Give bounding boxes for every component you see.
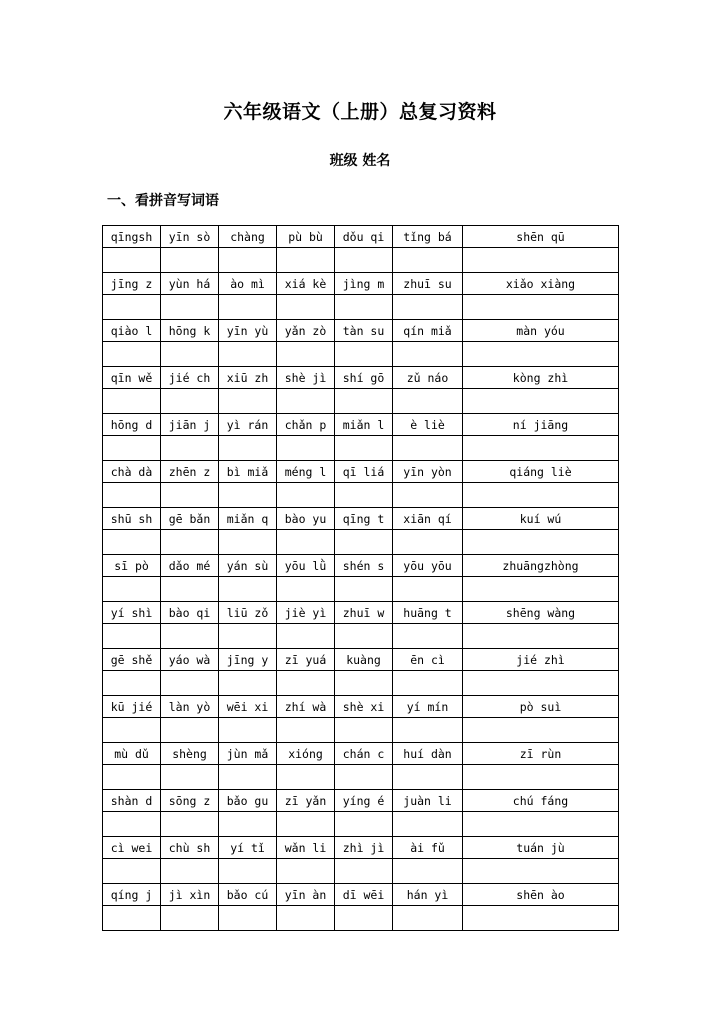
answer-cell[interactable]	[219, 906, 277, 931]
answer-cell[interactable]	[463, 248, 619, 273]
answer-cell[interactable]	[161, 906, 219, 931]
pinyin-cell: kuàng	[335, 649, 393, 671]
answer-cell[interactable]	[219, 342, 277, 367]
answer-cell[interactable]	[219, 671, 277, 696]
answer-cell[interactable]	[463, 671, 619, 696]
pinyin-cell: yáo wà	[161, 649, 219, 671]
pinyin-cell: pù bù	[277, 226, 335, 248]
answer-cell[interactable]	[103, 577, 161, 602]
pinyin-cell: tàn su	[335, 320, 393, 342]
pinyin-cell: zhēn z	[161, 461, 219, 483]
answer-cell[interactable]	[277, 248, 335, 273]
pinyin-cell: jiān j	[161, 414, 219, 436]
pinyin-row	[103, 696, 619, 718]
answer-cell[interactable]	[219, 436, 277, 461]
pinyin-cell: zhuī su	[393, 273, 463, 295]
pinyin-cell: yíng é	[335, 790, 393, 812]
answer-cell[interactable]	[161, 671, 219, 696]
answer-cell[interactable]	[393, 765, 463, 790]
answer-cell[interactable]	[103, 718, 161, 743]
pinyin-cell: yí mín	[393, 696, 463, 718]
pinyin-cell: jùn mǎ	[219, 743, 277, 765]
answer-cell[interactable]	[161, 295, 219, 320]
pinyin-cell: chà dà	[103, 461, 161, 483]
answer-cell[interactable]	[161, 389, 219, 414]
pinyin-cell: gē shě	[103, 649, 161, 671]
answer-cell[interactable]	[103, 859, 161, 884]
answer-cell[interactable]	[277, 671, 335, 696]
answer-cell[interactable]	[335, 248, 393, 273]
answer-cell[interactable]	[277, 812, 335, 837]
answer-row	[103, 248, 619, 273]
pinyin-cell: bào yu	[277, 508, 335, 530]
answer-cell[interactable]	[463, 342, 619, 367]
answer-cell[interactable]	[463, 765, 619, 790]
answer-cell[interactable]	[335, 671, 393, 696]
answer-cell[interactable]	[393, 389, 463, 414]
answer-cell[interactable]	[161, 718, 219, 743]
pinyin-cell: chǎn p	[277, 414, 335, 436]
pinyin-cell: shè jì	[277, 367, 335, 389]
answer-row	[103, 718, 619, 743]
answer-cell[interactable]	[335, 906, 393, 931]
pinyin-cell: shēn ào	[463, 884, 619, 906]
answer-cell[interactable]	[335, 295, 393, 320]
answer-row	[103, 389, 619, 414]
answer-cell[interactable]	[219, 389, 277, 414]
answer-cell[interactable]	[393, 906, 463, 931]
answer-row	[103, 765, 619, 790]
pinyin-cell: wēi xi	[219, 696, 277, 718]
pinyin-cell: xiū zh	[219, 367, 277, 389]
answer-cell[interactable]	[103, 530, 161, 555]
pinyin-cell: yǎn zò	[277, 320, 335, 342]
answer-cell[interactable]	[161, 859, 219, 884]
answer-cell[interactable]	[103, 248, 161, 273]
answer-cell[interactable]	[103, 483, 161, 508]
pinyin-cell: làn yò	[161, 696, 219, 718]
answer-cell[interactable]	[161, 624, 219, 649]
pinyin-cell: huí dàn	[393, 743, 463, 765]
answer-cell[interactable]	[219, 765, 277, 790]
answer-cell[interactable]	[463, 295, 619, 320]
pinyin-cell: bǎo gu	[219, 790, 277, 812]
answer-cell[interactable]	[161, 248, 219, 273]
pinyin-cell: yīn yù	[219, 320, 277, 342]
answer-cell[interactable]	[103, 295, 161, 320]
answer-cell[interactable]	[335, 530, 393, 555]
pinyin-cell: juàn li	[393, 790, 463, 812]
answer-cell[interactable]	[103, 765, 161, 790]
pinyin-cell: huāng t	[393, 602, 463, 624]
answer-row	[103, 436, 619, 461]
answer-row	[103, 295, 619, 320]
pinyin-cell: qiáng liè	[463, 461, 619, 483]
answer-cell[interactable]	[161, 530, 219, 555]
answer-cell[interactable]	[103, 624, 161, 649]
answer-cell[interactable]	[335, 577, 393, 602]
answer-cell[interactable]	[103, 671, 161, 696]
pinyin-row	[103, 273, 619, 295]
answer-cell[interactable]	[161, 483, 219, 508]
pinyin-cell: shèng	[161, 743, 219, 765]
answer-cell[interactable]	[219, 530, 277, 555]
pinyin-cell: gē bǎn	[161, 508, 219, 530]
pinyin-cell: miǎn q	[219, 508, 277, 530]
pinyin-cell: sī pò	[103, 555, 161, 577]
answer-cell[interactable]	[161, 436, 219, 461]
pinyin-cell: shí gō	[335, 367, 393, 389]
pinyin-cell: hán yì	[393, 884, 463, 906]
pinyin-cell: shàn d	[103, 790, 161, 812]
pinyin-cell: hōng d	[103, 414, 161, 436]
pinyin-table-body	[103, 226, 619, 931]
pinyin-cell: jīng z	[103, 273, 161, 295]
answer-cell[interactable]	[335, 389, 393, 414]
pinyin-cell: zhí wà	[277, 696, 335, 718]
pinyin-cell: qíng j	[103, 884, 161, 906]
pinyin-cell: è liè	[393, 414, 463, 436]
pinyin-row	[103, 884, 619, 906]
pinyin-cell: bǎo cú	[219, 884, 277, 906]
answer-cell[interactable]	[393, 671, 463, 696]
answer-cell[interactable]	[277, 530, 335, 555]
pinyin-cell: kuí wú	[463, 508, 619, 530]
answer-cell[interactable]	[463, 436, 619, 461]
answer-cell[interactable]	[393, 483, 463, 508]
answer-cell[interactable]	[103, 389, 161, 414]
pinyin-cell: tuán jù	[463, 837, 619, 859]
answer-cell[interactable]	[161, 812, 219, 837]
answer-cell[interactable]	[393, 859, 463, 884]
answer-row	[103, 577, 619, 602]
answer-cell[interactable]	[335, 483, 393, 508]
pinyin-cell: jì xìn	[161, 884, 219, 906]
pinyin-cell: qīn wě	[103, 367, 161, 389]
answer-cell[interactable]	[277, 624, 335, 649]
pinyin-cell: yì rán	[219, 414, 277, 436]
pinyin-cell: yōu yōu	[393, 555, 463, 577]
answer-cell[interactable]	[219, 812, 277, 837]
pinyin-cell: dī wēi	[335, 884, 393, 906]
pinyin-row	[103, 508, 619, 530]
pinyin-row	[103, 461, 619, 483]
pinyin-cell: zī rùn	[463, 743, 619, 765]
pinyin-cell: kòng zhì	[463, 367, 619, 389]
pinyin-cell: zī yuá	[277, 649, 335, 671]
pinyin-cell: zǔ náo	[393, 367, 463, 389]
pinyin-row	[103, 414, 619, 436]
answer-cell[interactable]	[277, 765, 335, 790]
answer-cell[interactable]	[103, 342, 161, 367]
pinyin-row	[103, 837, 619, 859]
pinyin-cell: bì miǎ	[219, 461, 277, 483]
pinyin-cell: ní jiāng	[463, 414, 619, 436]
pinyin-cell: yīn yòn	[393, 461, 463, 483]
pinyin-cell: yōu lǜ	[277, 555, 335, 577]
pinyin-cell: sōng z	[161, 790, 219, 812]
answer-cell[interactable]	[463, 718, 619, 743]
pinyin-cell: yán sù	[219, 555, 277, 577]
answer-cell[interactable]	[219, 483, 277, 508]
pinyin-cell: yí shì	[103, 602, 161, 624]
answer-cell[interactable]	[161, 342, 219, 367]
pinyin-cell: zhuī w	[335, 602, 393, 624]
answer-cell[interactable]	[393, 812, 463, 837]
pinyin-cell: zhì jì	[335, 837, 393, 859]
pinyin-cell: yí tǐ	[219, 837, 277, 859]
answer-cell[interactable]	[219, 577, 277, 602]
answer-cell[interactable]	[161, 577, 219, 602]
pinyin-cell: ēn cì	[393, 649, 463, 671]
pinyin-cell: jìng m	[335, 273, 393, 295]
pinyin-cell: xiǎo xiàng	[463, 273, 619, 295]
answer-cell[interactable]	[277, 342, 335, 367]
answer-row	[103, 671, 619, 696]
pinyin-cell: chú fáng	[463, 790, 619, 812]
document-title: 六年级语文（上册）总复习资料	[223, 101, 497, 123]
pinyin-row	[103, 226, 619, 248]
pinyin-cell: liū zǒ	[219, 602, 277, 624]
answer-cell[interactable]	[463, 812, 619, 837]
pinyin-cell: tǐng bá	[393, 226, 463, 248]
pinyin-cell: zī yǎn	[277, 790, 335, 812]
pinyin-cell: wǎn li	[277, 837, 335, 859]
answer-cell[interactable]	[277, 295, 335, 320]
pinyin-cell: qī liá	[335, 461, 393, 483]
answer-cell[interactable]	[219, 859, 277, 884]
answer-cell[interactable]	[277, 859, 335, 884]
pinyin-cell: chù sh	[161, 837, 219, 859]
answer-cell[interactable]	[277, 906, 335, 931]
pinyin-cell: shēn qū	[463, 226, 619, 248]
pinyin-row	[103, 602, 619, 624]
pinyin-cell: ài fǔ	[393, 837, 463, 859]
answer-cell[interactable]	[277, 718, 335, 743]
pinyin-cell: cì wei	[103, 837, 161, 859]
answer-row	[103, 624, 619, 649]
answer-row	[103, 812, 619, 837]
pinyin-cell: qín miǎ	[393, 320, 463, 342]
answer-cell[interactable]	[103, 906, 161, 931]
answer-cell[interactable]	[219, 624, 277, 649]
answer-cell[interactable]	[463, 624, 619, 649]
answer-cell[interactable]	[335, 436, 393, 461]
answer-row	[103, 859, 619, 884]
pinyin-row	[103, 555, 619, 577]
answer-cell[interactable]	[219, 295, 277, 320]
pinyin-row	[103, 743, 619, 765]
pinyin-cell: qiào l	[103, 320, 161, 342]
pinyin-cell: yùn há	[161, 273, 219, 295]
pinyin-cell: jiè yì	[277, 602, 335, 624]
answer-row	[103, 906, 619, 931]
answer-cell[interactable]	[335, 765, 393, 790]
answer-cell[interactable]	[161, 765, 219, 790]
pinyin-cell: kū jié	[103, 696, 161, 718]
answer-cell[interactable]	[277, 389, 335, 414]
answer-cell[interactable]	[393, 530, 463, 555]
class-name-line: 班级 姓名	[329, 153, 391, 169]
pinyin-cell: shū sh	[103, 508, 161, 530]
pinyin-row	[103, 790, 619, 812]
answer-cell[interactable]	[463, 577, 619, 602]
pinyin-cell: miǎn l	[335, 414, 393, 436]
pinyin-row	[103, 649, 619, 671]
pinyin-cell: xiá kè	[277, 273, 335, 295]
answer-cell[interactable]	[463, 483, 619, 508]
pinyin-row	[103, 367, 619, 389]
pinyin-cell: shén s	[335, 555, 393, 577]
pinyin-cell: shēng wàng	[463, 602, 619, 624]
answer-cell[interactable]	[103, 436, 161, 461]
answer-cell[interactable]	[463, 859, 619, 884]
pinyin-cell: méng l	[277, 461, 335, 483]
pinyin-cell: dǒu qi	[335, 226, 393, 248]
pinyin-cell: yīn sò	[161, 226, 219, 248]
section-heading: 一、看拼音写词语	[107, 193, 219, 209]
answer-cell[interactable]	[463, 530, 619, 555]
answer-cell[interactable]	[393, 248, 463, 273]
answer-cell[interactable]	[335, 624, 393, 649]
pinyin-table	[102, 225, 619, 931]
answer-cell[interactable]	[463, 906, 619, 931]
pinyin-cell: qīng t	[335, 508, 393, 530]
pinyin-cell: xiān qí	[393, 508, 463, 530]
answer-cell[interactable]	[277, 436, 335, 461]
pinyin-cell: bào qi	[161, 602, 219, 624]
answer-cell[interactable]	[463, 389, 619, 414]
answer-cell[interactable]	[103, 812, 161, 837]
pinyin-cell: qīngsh	[103, 226, 161, 248]
answer-cell[interactable]	[393, 624, 463, 649]
answer-cell[interactable]	[393, 295, 463, 320]
answer-cell[interactable]	[393, 436, 463, 461]
answer-row	[103, 530, 619, 555]
answer-cell[interactable]	[277, 577, 335, 602]
answer-cell[interactable]	[335, 718, 393, 743]
answer-cell[interactable]	[335, 342, 393, 367]
pinyin-cell: jié ch	[161, 367, 219, 389]
answer-cell[interactable]	[277, 483, 335, 508]
answer-cell[interactable]	[219, 718, 277, 743]
pinyin-cell: pò suì	[463, 696, 619, 718]
answer-cell[interactable]	[393, 718, 463, 743]
pinyin-cell: chàng	[219, 226, 277, 248]
answer-cell[interactable]	[335, 859, 393, 884]
answer-cell[interactable]	[393, 342, 463, 367]
pinyin-cell: shè xi	[335, 696, 393, 718]
pinyin-cell: dǎo mé	[161, 555, 219, 577]
answer-row	[103, 483, 619, 508]
pinyin-cell: xióng	[277, 743, 335, 765]
pinyin-row	[103, 320, 619, 342]
pinyin-cell: yīn àn	[277, 884, 335, 906]
answer-cell[interactable]	[219, 248, 277, 273]
answer-cell[interactable]	[393, 577, 463, 602]
pinyin-cell: màn yóu	[463, 320, 619, 342]
pinyin-cell: jīng y	[219, 649, 277, 671]
answer-row	[103, 342, 619, 367]
pinyin-cell: hōng k	[161, 320, 219, 342]
answer-cell[interactable]	[335, 812, 393, 837]
pinyin-cell: zhuāngzhòng	[463, 555, 619, 577]
pinyin-cell: ào mì	[219, 273, 277, 295]
pinyin-cell: chán c	[335, 743, 393, 765]
pinyin-cell: jié zhì	[463, 649, 619, 671]
pinyin-cell: mù dǔ	[103, 743, 161, 765]
